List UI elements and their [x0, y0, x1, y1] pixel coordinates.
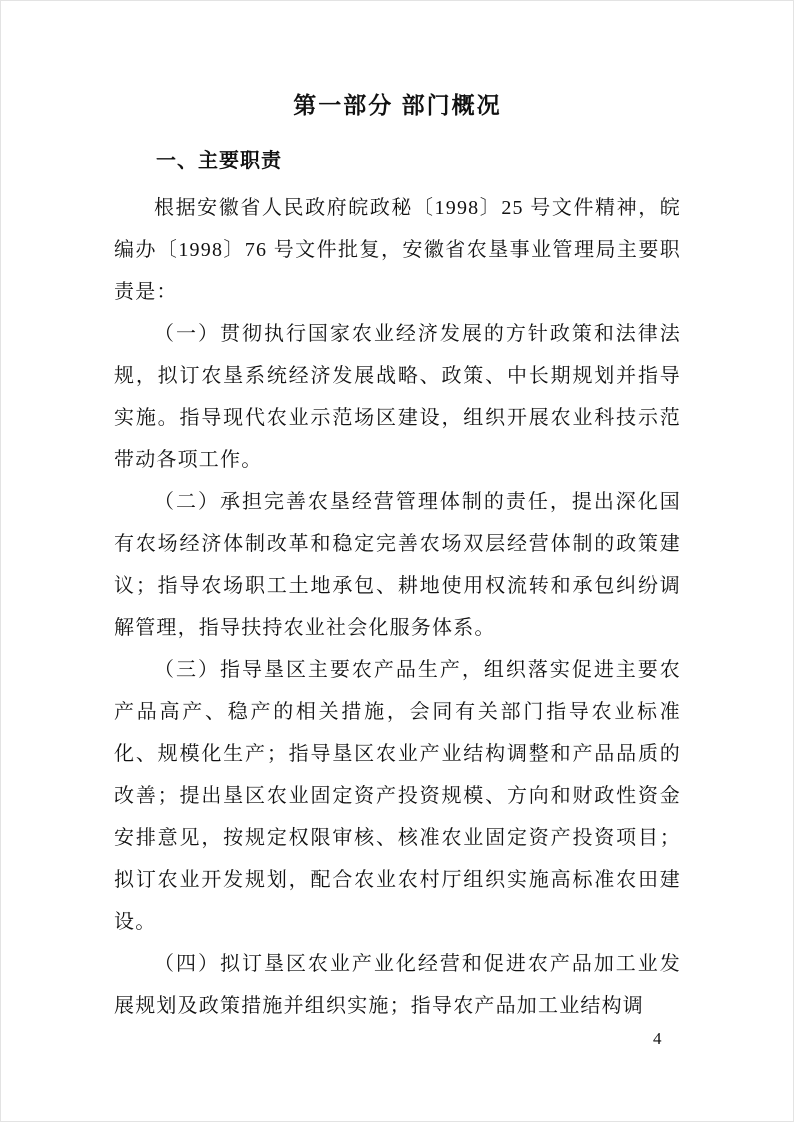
paragraph-duty-2: （二）承担完善农垦经营管理体制的责任，提出深化国有农场经济体制改革和稳定完善农场双层经营体制的政策建议；指导农场职工土地承包、耕地使用权流转和承包纠纷调解管理，指导扶持农业社会化服务体系。	[114, 491, 681, 639]
document-content	[1, 1, 793, 1027]
paragraph-duty-4: （四）拟订垦区农业产业化经营和促进农产品加工业发展规划及政策措施并组织实施；指导农产品加工业结构调	[114, 953, 681, 1017]
paragraph-duty-1: （一）贯彻执行国家农业经济发展的方针政策和法律法规，拟订农垦系统经济发展战略、政策、中长期规划并指导实施。指导现代农业示范场区建设，组织开展农业科技示范带动各项工作。	[114, 323, 681, 471]
paragraph-duty-3: （三）指导垦区主要农产品生产，组织落实促进主要农产品高产、稳产的相关措施，会同有关部门指导农业标准化、规模化生产；指导垦区农业产业结构调整和产品品质的改善；提出垦区农业固定资产投资规模、方向和财政性资金安排意见，按规定权限审核、核准农业固定资产投资项目；拟订农业开发规划，配合农业农村厅组织实施高标准农田建设。	[114, 659, 681, 933]
section-heading: 一、主要职责	[156, 150, 282, 172]
page-number: 4	[653, 1029, 662, 1048]
body-text	[114, 187, 681, 1027]
paragraph-intro: 根据安徽省人民政府皖政秘〔1998〕25 号文件精神，皖编办〔1998〕76 号文件批复，安徽省农垦事业管理局主要职责是：	[114, 197, 681, 303]
document-title: 第一部分 部门概况	[293, 92, 502, 118]
